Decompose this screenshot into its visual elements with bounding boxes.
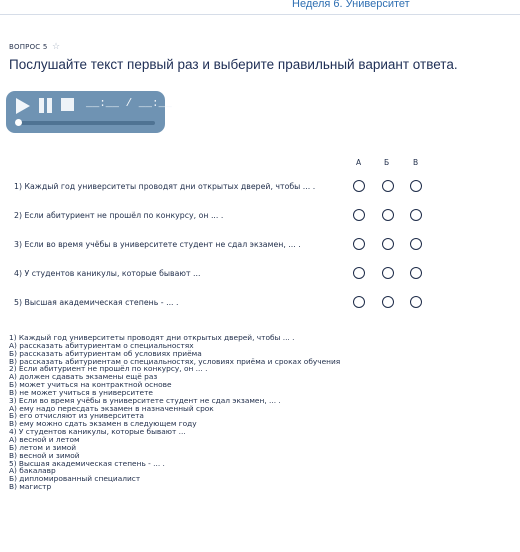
answer-line: А) рассказать абитуриентам о специальностях: [9, 340, 194, 350]
answer-line: Б) дипломированный специалист: [9, 474, 141, 484]
answer-line: Б) его отчисляют из университета: [9, 411, 144, 421]
answer-line: Б) рассказать абитуриентам об условиях приёма: [9, 348, 202, 358]
radio-row1-v[interactable]: [410, 180, 422, 192]
radio-row5-a[interactable]: [353, 296, 365, 308]
radio-row5-v[interactable]: [410, 296, 422, 308]
question-number: ВОПРОС 5: [9, 43, 48, 51]
stop-icon[interactable]: [61, 98, 74, 111]
row-label: 3) Если во время учёбы в университете студент не сдал экзамен, ... .: [14, 240, 301, 249]
row-label: 2) Если абитуриент не прошёл по конкурсу, он ... .: [14, 211, 224, 220]
radio-row3-v[interactable]: [410, 238, 422, 250]
radio-row3-a[interactable]: [353, 238, 365, 250]
answer-options-text: [9, 334, 340, 491]
answer-line: В) магистр: [9, 482, 52, 492]
column-header-b: Б: [384, 158, 390, 167]
radio-row1-b[interactable]: [382, 180, 394, 192]
star-flag-icon[interactable]: ☆: [52, 42, 61, 52]
column-header-v: В: [413, 158, 419, 167]
answer-line: 1) Каждый год университеты проводят дни открытых дверей, чтобы ... .: [9, 333, 295, 342]
row-label: 1) Каждый год университеты проводят дни открытых дверей, чтобы ... .: [14, 182, 316, 191]
answer-line: 3) Если во время учёбы в университете студент не сдал экзамен, ... .: [9, 395, 281, 405]
audio-player: [6, 91, 172, 133]
seek-handle[interactable]: [15, 119, 22, 126]
answer-line: А) должен сдавать экзамены ещё раз: [9, 372, 158, 382]
top-bar: [0, 0, 520, 15]
radio-row2-b[interactable]: [382, 209, 394, 221]
column-header-a: А: [356, 158, 362, 167]
radio-row2-a[interactable]: [353, 209, 365, 221]
answer-line: В) ему можно сдать экзамен в следующем году: [9, 419, 197, 429]
answer-line: В) весной и зимой: [9, 450, 80, 460]
play-icon[interactable]: [16, 98, 30, 114]
row-label: 4) У студентов каникулы, которые бывают ...: [14, 269, 201, 278]
answer-line: А) бакалавр: [9, 466, 56, 476]
pause-icon[interactable]: [39, 98, 53, 114]
radio-row4-b[interactable]: [382, 267, 394, 279]
question-title: Послушайте текст первый раз и выберите правильный вариант ответа.: [9, 57, 458, 72]
answer-line: 2) Если абитуриент не прошёл по конкурсу, он ... .: [9, 364, 208, 374]
radio-row1-a[interactable]: [353, 180, 365, 192]
answer-line: А) ему надо пересдать экзамен в назначенный срок: [9, 403, 214, 413]
radio-row5-b[interactable]: [382, 296, 394, 308]
answer-line: Б) летом и зимой: [9, 442, 77, 452]
radio-row2-v[interactable]: [410, 209, 422, 221]
time-display: __:__ / __:__: [86, 98, 172, 110]
row-label: 5) Высшая академическая степень - ... .: [14, 298, 179, 307]
answer-line: В) рассказать абитуриентам о специальностях, условиях приёма и сроках обучения: [9, 356, 341, 366]
answer-line: Б) может учиться на контрактной основе: [9, 380, 172, 390]
answer-line: А) весной и летом: [9, 434, 80, 444]
page-header: Неделя 6. Университет: [292, 0, 410, 10]
answer-line: 4) У студентов каникулы, которые бывают ...: [9, 427, 186, 437]
seek-bar[interactable]: [18, 121, 155, 125]
radio-row4-a[interactable]: [353, 267, 365, 279]
radio-row4-v[interactable]: [410, 267, 422, 279]
radio-row3-b[interactable]: [382, 238, 394, 250]
answer-line: 5) Высшая академическая степень - ... .: [9, 458, 165, 468]
answer-line: В) не может учиться в университете: [9, 387, 153, 397]
